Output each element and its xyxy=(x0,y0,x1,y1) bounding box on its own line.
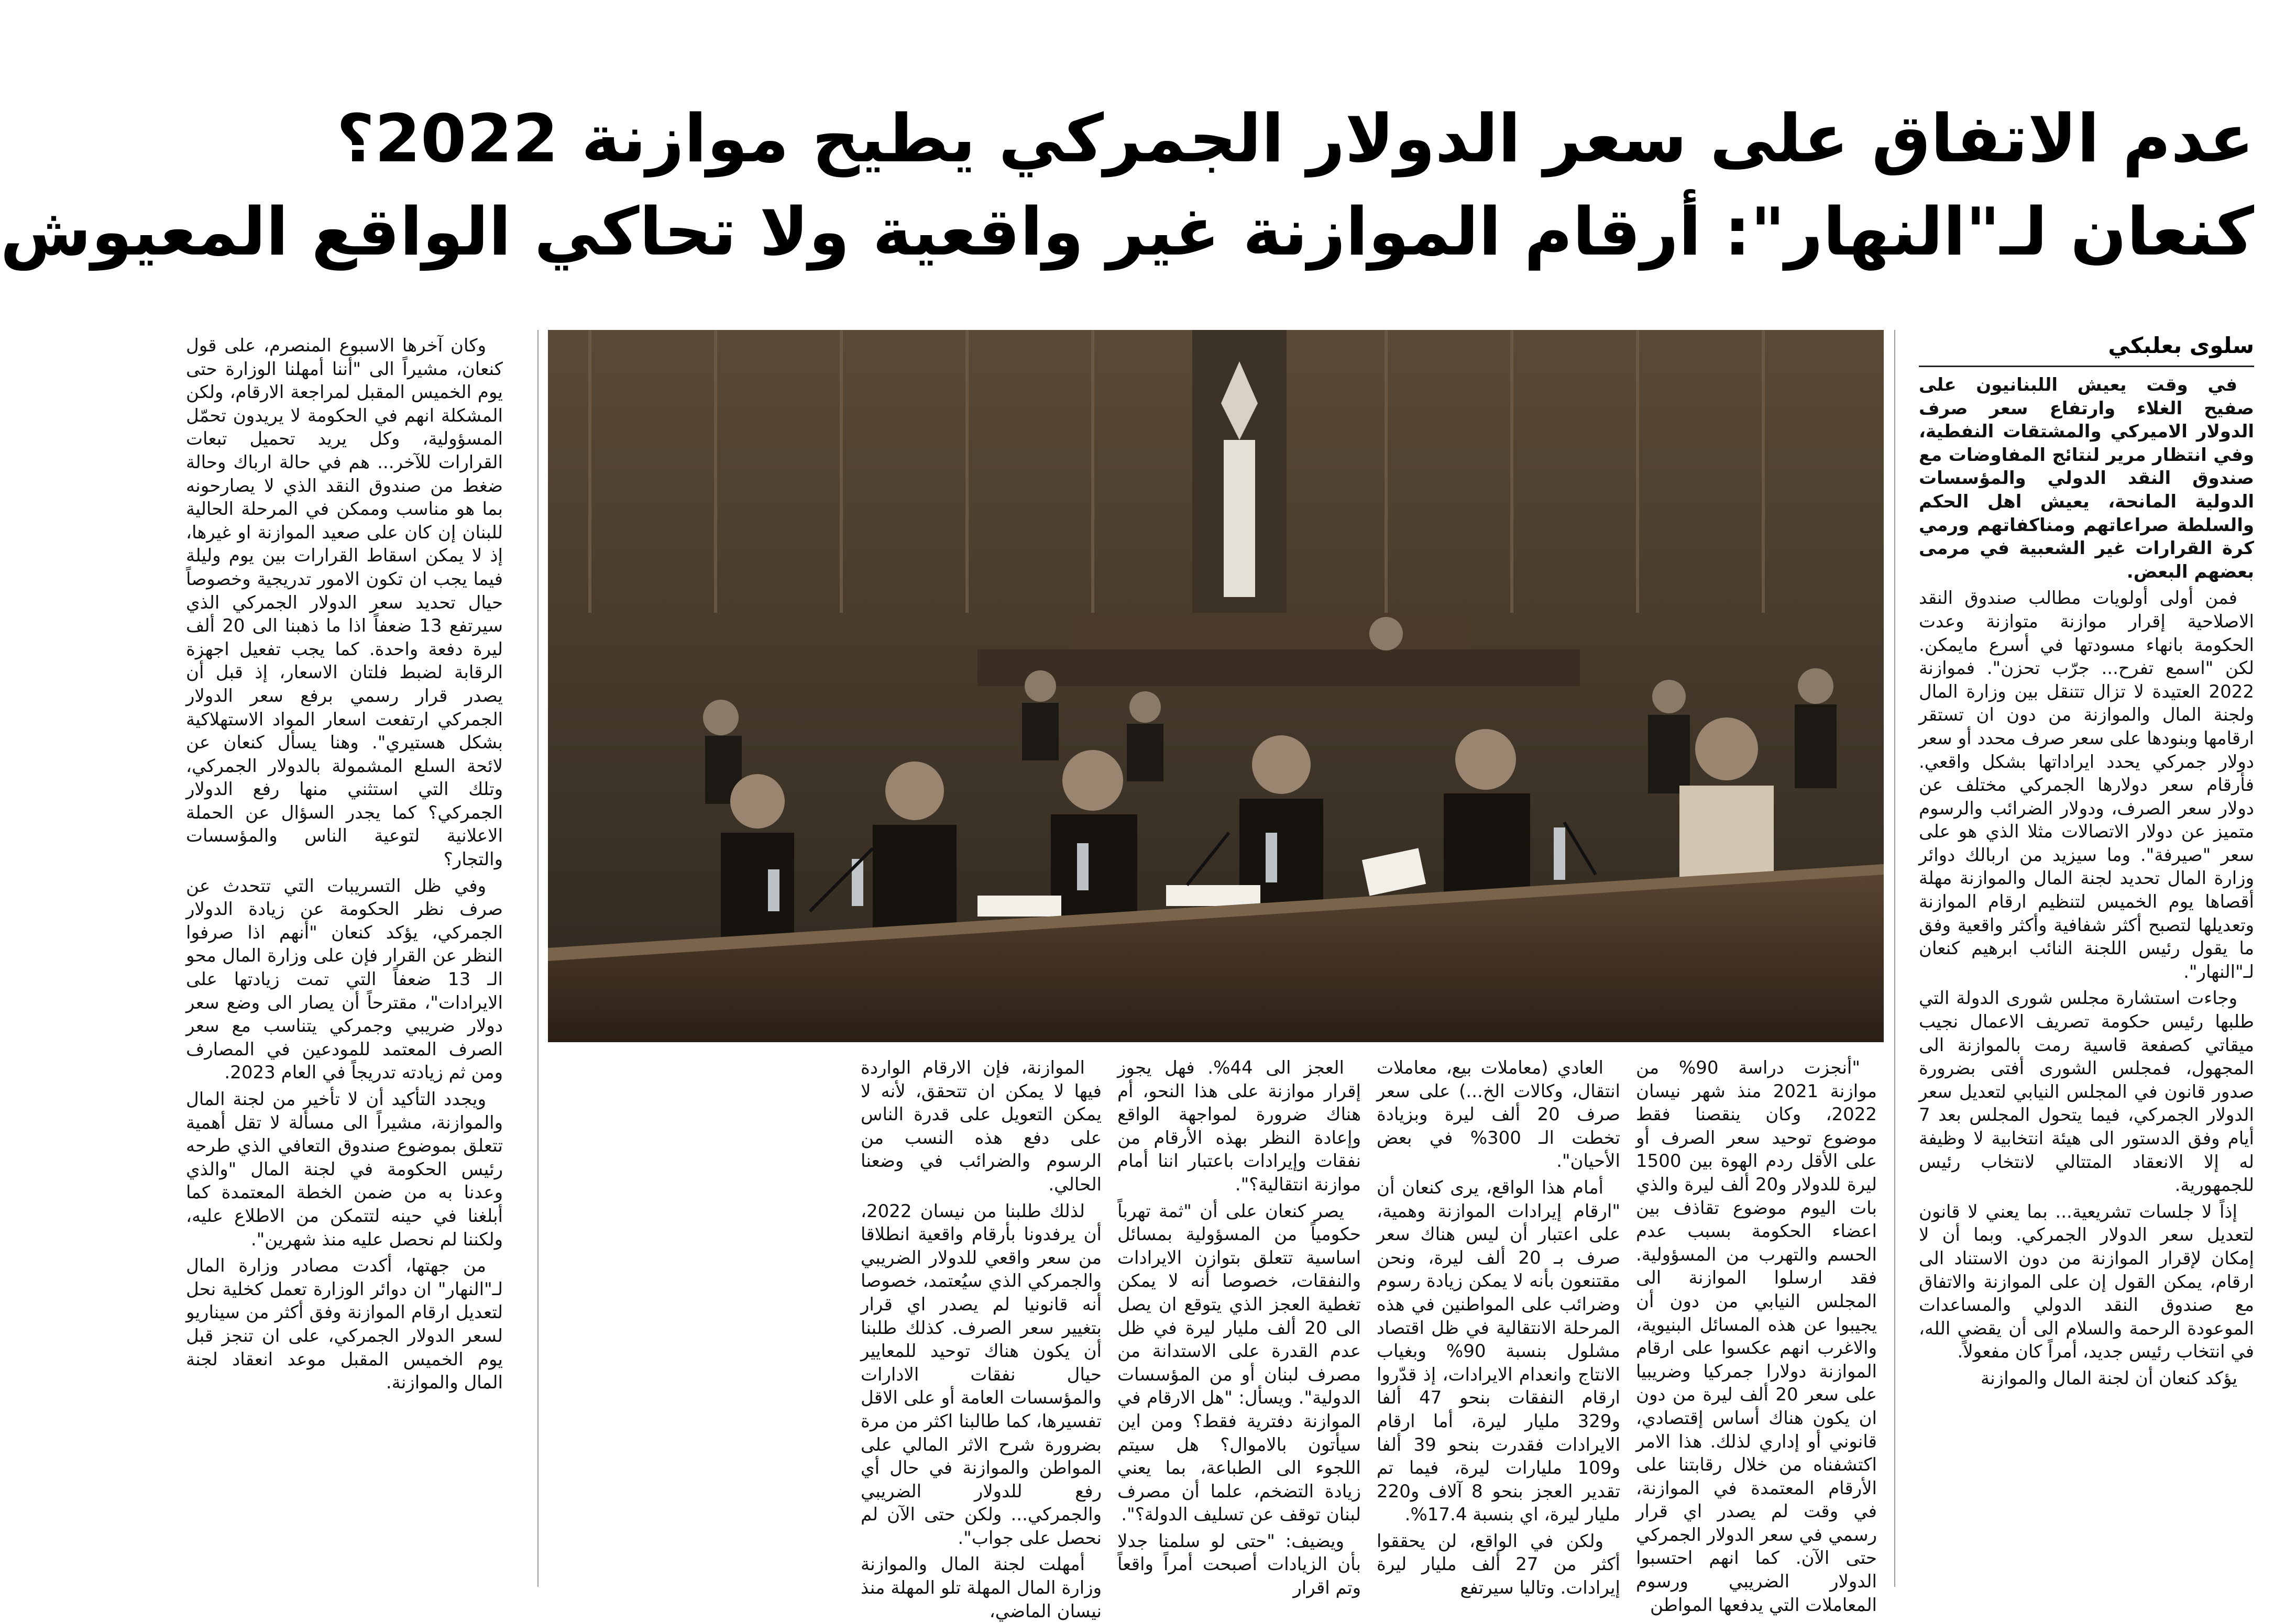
article-paragraph: من جهتها، أكدت مصادر وزارة المال لـ"النهار" ان دوائر الوزارة تعمل كخلية نحل لتعديل ارقام الموازنة وفق أكثر من سيناريو لسعر الدولار الجمركي، على ان تنجز قبل يوم الخميس المقبل موعد انعقاد لجنة المال والموازنة. xyxy=(186,1255,503,1394)
byline-rule xyxy=(1919,366,2254,367)
article-paragraph: وكان آخرها الاسبوع المنصرم، على قول كنعان، مشيراً الى "أننا أمهلنا الوزارة حتى يوم الخميس المقبل لمراجعة الارقام، ولكن المشكلة انهم في الحكومة لا يريدون تحمّل المسؤولية، وكل يريد تحميل تبعات القرارات للآخر... هم في حالة ارباك وحالة ضغط من صندوق النقد الذي لا يصارحونه بما هو مناسب وممكن في المرحلة الحالية للبنان إن كان على صعيد الموازنة او غيرها، إذ لا يمكن اسقاط القرارات بين يوم وليلة فيما يجب ان تكون الامور تدريجية وخصوصاً حيال تحديد سعر الدولار الجمركي الذي سيرتفع 13 ضعفاً اذا ما ذهبنا الى 20 ألف ليرة دفعة واحدة. كما يجب تفعيل اجهزة الرقابة لضبط فلتان الاسعار، إذ قبل أن يصدر قرار رسمي برفع سعر الدولار الجمركي ارتفعت اسعار المواد الاستهلاكية بشكل هستيري". وهنا يسأل كنعان عن لائحة السلع المشمولة بالدولار الجمركي، وتلك التي استثني منها رفع الدولار الجمركي؟ كما يجدر السؤال عن الحملة الاعلانية لتوعية الناس والمؤسسات والتجار؟ xyxy=(186,335,503,870)
article-paragraph: ولكن في الواقع، لن يحققوا أكثر من 27 ألف مليار ليرة إيرادات. وتاليا سيرتفع xyxy=(1377,1530,1620,1599)
article-column-1 xyxy=(1919,373,2254,1588)
article-paragraph: في وقت يعيش اللبنانيون على صفيح الغلاء وارتفاع سعر صرف الدولار الاميركي والمشتقات النفطية، وفي انتظار مرير لنتائج المفاوضات مع صندوق النقد الدولي والمؤسسات الدولية المانحة، يعيش اهل الحكم والسلطة صراعاتهم ومناكفاتهم ورمي كرة القرارات غير الشعبية في مرمى بعضهم البعض. xyxy=(1919,374,2254,582)
article-paragraph: يؤكد كنعان أن لجنة المال والموازنة xyxy=(1980,1367,2237,1389)
article-column-6 xyxy=(861,1056,1102,1622)
headline-main: عدم الاتفاق على سعر الدولار الجمركي يطيح موازنة 2022؟ xyxy=(336,100,2254,177)
article-paragraph: وفي ظل التسريبات التي تتحدث عن صرف نظر الحكومة عن زيادة الدولار الجمركي، يؤكد كنعان "أنهم اذا صرفوا النظر عن القرار فإن على وزارة المال محو الـ 13 ضعفاً التي تمت زيادتها على الايرادات"، مقترحاً أن يصار الى وضع سعر دولار ضريبي وجمركي يتناسب مع سعر الصرف المعتمد للمودعين في المصارف ومن ثم زيادته تدريجاً في العام 2023. xyxy=(186,875,503,1084)
article-paragraph: إذاً لا جلسات تشريعية... بما يعني لا قانون لتعديل سعر الدولار الجمركي. وبما أن لا إمكان لإقرار الموازنة من دون الاستناد الى ارقام، يمكن القول إن على الموازنة والاتفاق مع صندوق النقد الدولي والمساعدات الموعودة الرحمة والسلام الى أن يقضي الله، في انتخاب رئيس جديد، أمراً كان مفعولاً. xyxy=(1919,1201,2254,1363)
article-paragraph: "أنجزت دراسة 90% من موازنة 2021 منذ شهر نيسان 2022، وكان ينقصنا فقط موضوع توحيد سعر الصرف أو على الأقل ردم الهوة بين 1500 ليرة للدولار و20 ألف ليرة والذي بات اليوم موضوع تقاذف بين اعضاء الحكومة بسبب عدم الحسم والتهرب من المسؤولية. فقد ارسلوا الموازنة الى المجلس النيابي من دون أن يجيبوا عن هذه المسائل البنيوية، والاغرب انهم عكسوا على ارقام الموازنة دولارا جمركيا وضريبيا على سعر 20 ألف ليرة من دون ان يكون هناك أساس إقتصادي، قانوني أو إداري لذلك. هذا الامر اكتشفناه من خلال رقابتنا على الأرقام المعتمدة في الموازنة، في وقت لم يصدر اي قرار رسمي في سعر الدولار الجمركي حتى الآن. كما انهم احتسبوا الدولار الضريبي ورسوم المعاملات التي يدفعها المواطن xyxy=(1636,1057,1877,1616)
article-paragraph: أمهلت لجنة المال والموازنة وزارة المال المهلة تلو المهلة منذ نيسان الماضي، xyxy=(861,1554,1102,1622)
article-paragraph: فمن أولى أولويات مطالب صندوق النقد الاصلاحية إقرار موازنة متوازنة وعدت الحكومة بانهاء مسودتها في أسرع مايمكن. لكن "اسمع تفرح... جرّب تحزن". فموازنة 2022 العتيدة لا تزال تتنقل بين وزارة المال ولجنة المال والموازنة من دون ان تستقر ارقامها وبنودها على سعر صرف محدد أو سعر دولار جمركي يحدد ايراداتها بشكل واقعي. فأرقام سعر دولارها الجمركي مختلف عن دولار سعر الصرف، ودولار الضرائب والرسوم متميز عن دولار الاتصالات مثلا الذي هو على سعر "صيرفة". وما سيزيد من اربالك دوائر وزارة المال تحديد لجنة المال والموازنة مهلة أقصاها يوم الخميس لتنظيم ارقام الموازنة وتعديلها لتصبح أكثر شفافية وأكثر واقعية وفق ما يقول رئيس اللجنة النائب ابرهيم كنعان لـ"النهار". xyxy=(1919,588,2254,982)
article-paragraph: العادي (معاملات بيع، معاملات انتقال، وكالات الخ...) على سعر صرف 20 ألف ليرة وبزيادة تخطت الـ 300% في بعض الأحيان". xyxy=(1377,1057,1620,1172)
article-column-2 xyxy=(186,334,503,1588)
article-column-5 xyxy=(1117,1056,1361,1599)
article-paragraph: وجاءت استشارة مجلس شورى الدولة التي طلبها رئيس حكومة تصريف الاعمال نجيب ميقاتي كصفعة قاسية رمت بالموازنة الى المجهول، فمجلس الشورى أفتى بضرورة صدور قانون في المجلس النيابي لتعديل سعر الدولار الجمركي، فيما يتحول المجلس بعد 7 أيام وفق الدستور الى هيئة انتخابية لا وظيفة له إلا الانعقاد المتتالي لانتخاب رئيس للجمهورية. xyxy=(1919,988,2254,1196)
article-paragraph: لذلك طلبنا من نيسان 2022، أن يرفدونا بأرقام واقعية انطلاقا من سعر واقعي للدولار الضريبي والجمركي الذي سيُعتمد، خصوصا أنه قانونيا لم يصدر اي قرار بتغيير سعر الصرف. كذلك طلبنا أن يكون هناك توحيد للمعايير حيال نفقات الادارات والمؤسسات العامة أو على الاقل تفسيرها، كما طالبنا اكثر من مرة بضرورة شرح الاثر المالي على المواطن والموازنة في حال أي رفع للدولار الضريبي والجمركي... ولكن حتى الآن لم نحصل على جواب". xyxy=(861,1200,1102,1549)
headline-sub: كنعان لـ"النهار": أرقام الموازنة غير واقعية ولا تحاكي الواقع المعيوش xyxy=(0,193,2254,270)
column-divider xyxy=(537,330,539,1587)
article-paragraph: ويضيف: "حتى لو سلمنا جدلا بأن الزيادات أصبحت أمراً واقعاً وتم اقرار xyxy=(1117,1530,1361,1599)
article-column-3 xyxy=(1636,1056,1877,1616)
article-paragraph: الموازنة، فإن الارقام الواردة فيها لا يمكن ان تتحقق، لأنه لا يمكن التعويل على قدرة الناس على دفع هذه النسب من الرسوم والضرائب في وضعنا الحالي. xyxy=(861,1057,1102,1195)
article-paragraph: العجز الى 44%. فهل يجوز إقرار موازنة على هذا النحو، أم هناك ضرورة لمواجهة الواقع وإعادة النظر بهذه الأرقام من نفقات وإيرادات باعتبار اننا أمام موازنة انتقالية؟". xyxy=(1117,1057,1361,1195)
article-column-4 xyxy=(1377,1056,1621,1599)
article-paragraph: ويجدد التأكيد أن لا تأخير من لجنة المال والموازنة، مشيراً الى مسألة لا تقل أهمية تتعلق بموضوع صندوق التعافي الذي طرحه رئيس الحكومة في لجنة المال "والذي وعدنا به من ضمن الخطة المعتمدة كما أبلغنا في حينه لتتمكن من الاطلاع عليه، ولكننا لم نحصل عليه منذ شهرين". xyxy=(186,1089,503,1250)
meeting-photo xyxy=(548,330,1884,1042)
column-divider xyxy=(1894,330,1895,1587)
article-paragraph: أمام هذا الواقع، يرى كنعان أن "ارقام إيرادات الموازنة وهمية، على اعتبار أن ليس هناك سعر صرف بـ 20 ألف ليرة، ونحن مقتنعون بأنه لا يمكن زيادة رسوم وضرائب على المواطنين في هذه المرحلة الانتقالية في ظل اقتصاد مشلول بنسبة 90% وبغياب الانتاج وانعدام الايرادات، إذ قدّروا ارقام النفقات بنحو 47 ألفا و329 مليار ليرة، أما ارقام الايرادات فقدرت بنحو 39 ألفا و109 مليارات ليرة، فيما تم تقدير العجز بنحو 8 آلاف و220 مليار ليرة، اي بنسبة 17.4%. xyxy=(1377,1177,1621,1526)
byline: سلوى بعلبكي xyxy=(2108,333,2254,358)
meeting-photo-image xyxy=(548,330,1884,1042)
article-paragraph: يصر كنعان على أن "ثمة تهرباً حكومياً من المسؤولية بمسائل اساسية تتعلق بتوازن الايرادات والنفقات، خصوصا أنه لا يمكن تغطية العجز الذي يتوقع ان يصل الى 20 ألف مليار ليرة في ظل عدم القدرة على الاستدانة من مصرف لبنان أو من المؤسسات الدولية". ويسأل: "هل الارقام في الموازنة دفترية فقط؟ ومن اين سيأتون بالاموال؟ هل سيتم اللجوء الى الطباعة، بما يعني زيادة التضخم، علما أن مصرف لبنان توقف عن تسليف الدولة؟". xyxy=(1117,1200,1361,1526)
